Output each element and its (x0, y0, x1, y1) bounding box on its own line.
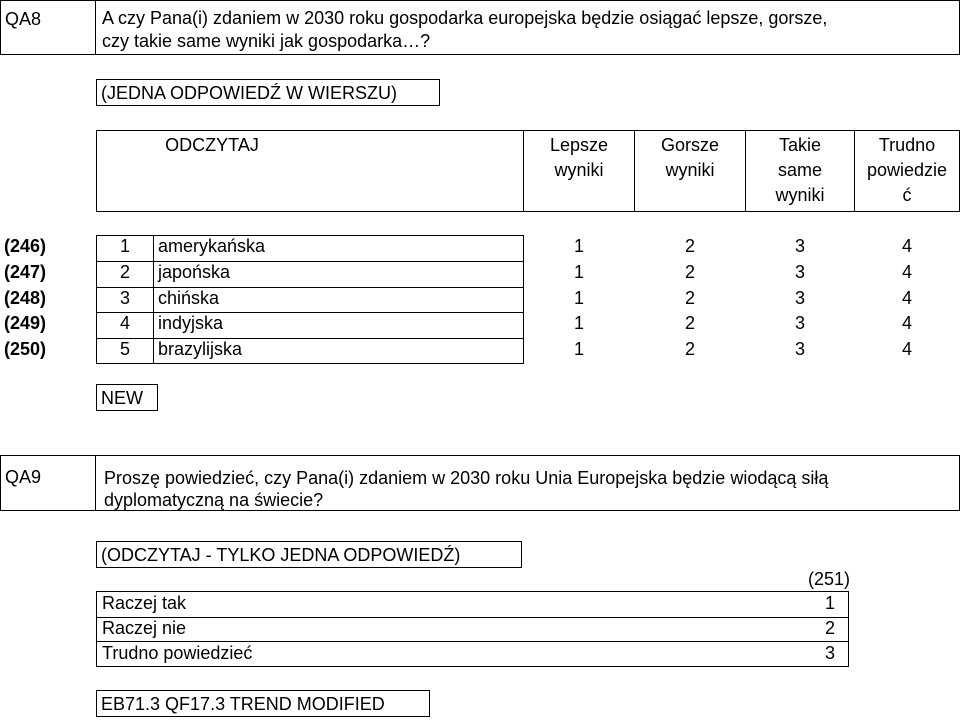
row-var: (250) (4, 339, 47, 359)
row-divider (153, 236, 154, 363)
row-code-1: 1 (573, 313, 584, 333)
qa8-col-header-1 (523, 130, 635, 212)
row-code-3: 3 (794, 339, 805, 359)
qa8-col-header-4 (854, 130, 960, 212)
qa9-instruction-text: (ODCZYTAJ - TYLKO JEDNA ODPOWIEDŹ) (101, 545, 461, 565)
row-code-2: 2 (684, 313, 695, 333)
row-code-4: 4 (901, 339, 912, 359)
row-divider (97, 261, 523, 262)
qa9-question-line2: dyplomatyczną na świecie? (104, 490, 324, 510)
qa8-row-grid (96, 235, 524, 364)
qa8-question-line1: A czy Pana(i) zdaniem w 2030 roku gospodarka europejska będzie osiągać lepsze, gorsze, (102, 8, 828, 28)
qa8-col-header-2 (634, 130, 746, 212)
row-divider (97, 338, 523, 339)
row-code-2: 2 (684, 236, 695, 256)
qa9-question-cell (95, 455, 960, 511)
row-code-4: 4 (901, 288, 912, 308)
row-label: indyjska (158, 313, 224, 333)
row-var: (249) (4, 313, 47, 333)
row-code-2: 2 (684, 288, 695, 308)
qa8-col2-line2: wyniki (665, 160, 715, 180)
row-num: 5 (120, 339, 131, 359)
answer-label: Raczej nie (102, 618, 187, 638)
trend-note (96, 690, 430, 717)
row-code-3: 3 (794, 288, 805, 308)
row-label: brazylijska (158, 339, 243, 359)
row-var: (248) (4, 288, 47, 308)
qa8-col4-line1: Trudno (878, 135, 936, 155)
qa8-col4-line2: powiedzie (866, 160, 948, 180)
qa8-instruction (96, 79, 440, 106)
qa9-code: QA9 (5, 467, 42, 487)
row-code-1: 1 (573, 339, 584, 359)
row-code-4: 4 (901, 236, 912, 256)
row-num: 4 (120, 313, 131, 333)
row-code-4: 4 (901, 313, 912, 333)
row-code-2: 2 (684, 339, 695, 359)
qa8-question-cell (95, 0, 960, 55)
qa9-instruction (96, 541, 522, 568)
qa8-read-header (96, 130, 524, 212)
row-num: 2 (120, 262, 131, 282)
row-label: chińska (158, 288, 220, 308)
row-label: amerykańska (158, 236, 266, 256)
qa8-code: QA8 (5, 9, 42, 29)
row-var: (247) (4, 262, 47, 282)
qa9-code-cell (0, 455, 96, 511)
qa8-col2-line1: Gorsze (660, 135, 720, 155)
qa9-question-line1: Proszę powiedzieć, czy Pana(i) zdaniem w 2030 roku Unia Europejska będzie wiodącą siłą (104, 468, 829, 488)
row-code-3: 3 (794, 313, 805, 333)
qa8-col1-line2: wyniki (554, 160, 604, 180)
row-var: (246) (4, 236, 47, 256)
new-tag (96, 384, 158, 411)
row-num: 3 (120, 288, 131, 308)
answer-label: Trudno powiedzieć (102, 643, 253, 663)
qa8-code-cell (0, 0, 96, 55)
answer-code: 2 (824, 618, 835, 638)
qa8-col3-line3: wyniki (775, 185, 825, 205)
row-code-3: 3 (794, 262, 805, 282)
row-divider (97, 287, 523, 288)
answer-code: 1 (824, 593, 835, 613)
trend-note-text: EB71.3 QF17.3 TREND MODIFIED (101, 694, 385, 714)
qa8-col-header-3 (745, 130, 855, 212)
row-code-1: 1 (573, 236, 584, 256)
answer-code: 3 (824, 643, 835, 663)
row-code-4: 4 (901, 262, 912, 282)
qa8-question-line2: czy takie same wyniki jak gospodarka…? (102, 31, 431, 51)
qa8-col1-line1: Lepsze (549, 135, 609, 155)
new-tag-text: NEW (101, 388, 143, 408)
qa8-col3-line2: same (777, 160, 822, 180)
row-num: 1 (120, 236, 131, 256)
row-code-1: 1 (573, 288, 584, 308)
qa8-col4-line3: ć (902, 185, 912, 205)
qa8-col3-line1: Takie (778, 135, 822, 155)
answer-label: Raczej tak (102, 593, 187, 613)
qa8-read-label: ODCZYTAJ (165, 135, 259, 155)
qa9-var: (251) (807, 569, 850, 589)
row-code-1: 1 (573, 262, 584, 282)
row-divider (97, 617, 848, 618)
row-divider (97, 312, 523, 313)
row-code-3: 3 (794, 236, 805, 256)
row-code-2: 2 (684, 262, 695, 282)
row-label: japońska (158, 262, 231, 282)
qa8-instruction-text: (JEDNA ODPOWIEDŹ W WIERSZU) (101, 83, 397, 103)
